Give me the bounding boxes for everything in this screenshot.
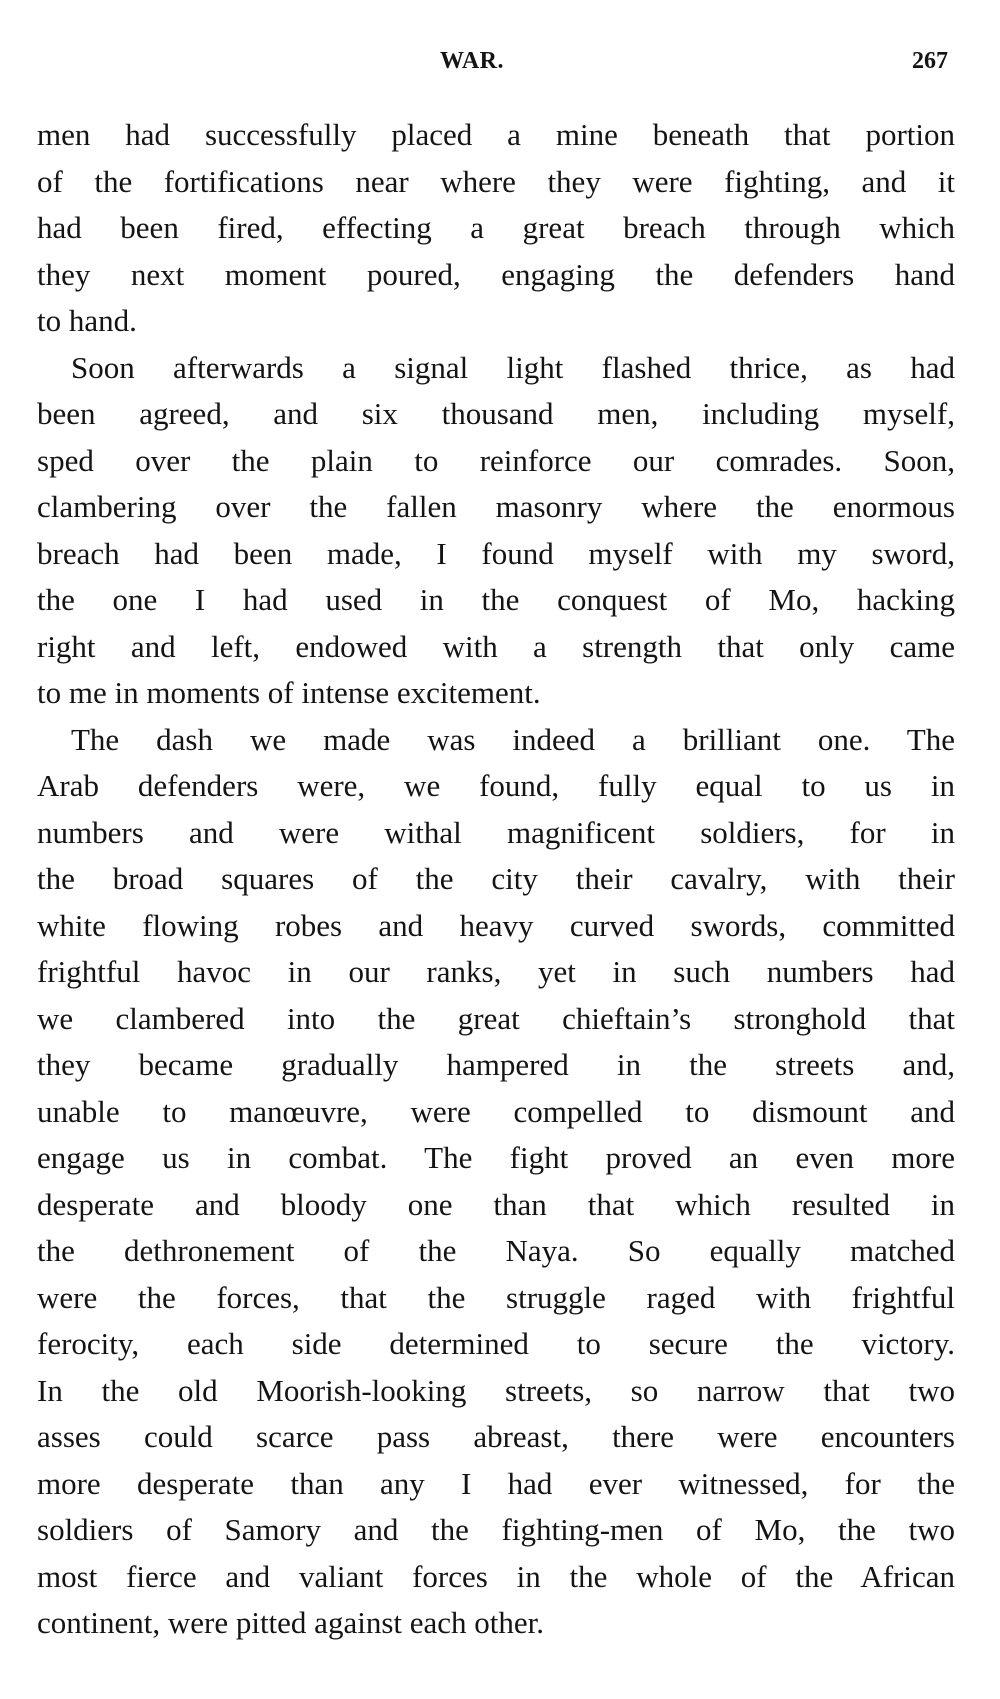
text-line: the one I had used in the conquest of Mo, hacking [37, 582, 955, 617]
text-line: the dethronement of the Naya. So equally matched [37, 1233, 955, 1268]
text-line: clambering over the fallen masonry where the enormous [37, 489, 955, 524]
paragraph [37, 112, 955, 345]
text-line: right and left, endowed with a strength that only came [37, 628, 955, 664]
text-line: engage us in combat. The fight proved an even more [37, 1140, 955, 1175]
text-line: more desperate than any I had ever witnessed, for the [37, 1465, 955, 1501]
text-line: In the old Moorish-looking streets, so narrow that two [37, 1372, 955, 1408]
running-title: WAR. [440, 48, 505, 74]
text-line: frightful havoc in our ranks, yet in such numbers had [37, 954, 955, 989]
text-line: sped over the plain to reinforce our comrades. Soon, [37, 442, 955, 478]
running-head [0, 48, 1000, 88]
text-line: Arab defenders were, we found, fully equal to us in [37, 768, 955, 803]
text-line: soldiers of Samory and the fighting-men of Mo, the two [37, 1512, 955, 1547]
text-line: white flowing robes and heavy curved swords, committed [37, 907, 955, 943]
text-line: ferocity, each side determined to secure the victory. [37, 1326, 955, 1361]
text-line: been agreed, and six thousand men, including myself, [37, 396, 955, 431]
text-line: numbers and were withal magnificent soldiers, for in [37, 814, 955, 850]
text-line: breach had been made, I found myself with my sword, [37, 535, 955, 571]
text-line: of the fortifications near where they were fighting, and it [37, 163, 955, 199]
text-line: the broad squares of the city their cavalry, with their [37, 861, 955, 896]
paragraph [37, 345, 955, 717]
text-line: they next moment poured, engaging the defenders hand [37, 256, 955, 292]
text-line: The dash we made was indeed a brilliant one. The [71, 721, 955, 757]
text-line: asses could scarce pass abreast, there were encounters [37, 1419, 955, 1454]
text-line: to me in moments of intense excitement. [37, 675, 541, 710]
text-line: to hand. [37, 303, 137, 338]
text-line: were the forces, that the struggle raged with frightful [37, 1279, 955, 1315]
text-line: had been fired, effecting a great breach through which [37, 210, 955, 245]
text-line: we clambered into the great chieftain’s stronghold that [37, 1000, 955, 1036]
text-body [37, 112, 955, 1647]
text-line: they became gradually hampered in the streets and, [37, 1047, 955, 1082]
paragraph [37, 717, 955, 1647]
text-line: desperate and bloody one than that which resulted in [37, 1186, 955, 1222]
page-number: 267 [912, 48, 948, 74]
text-line: most fierce and valiant forces in the whole of the African [37, 1558, 955, 1594]
text-line: Soon afterwards a signal light flashed thrice, as had [71, 349, 955, 385]
text-line: continent, were pitted against each other. [37, 1605, 545, 1640]
text-line: unable to manœuvre, were compelled to dismount and [37, 1093, 955, 1129]
text-line: men had successfully placed a mine beneath that portion [37, 117, 955, 152]
